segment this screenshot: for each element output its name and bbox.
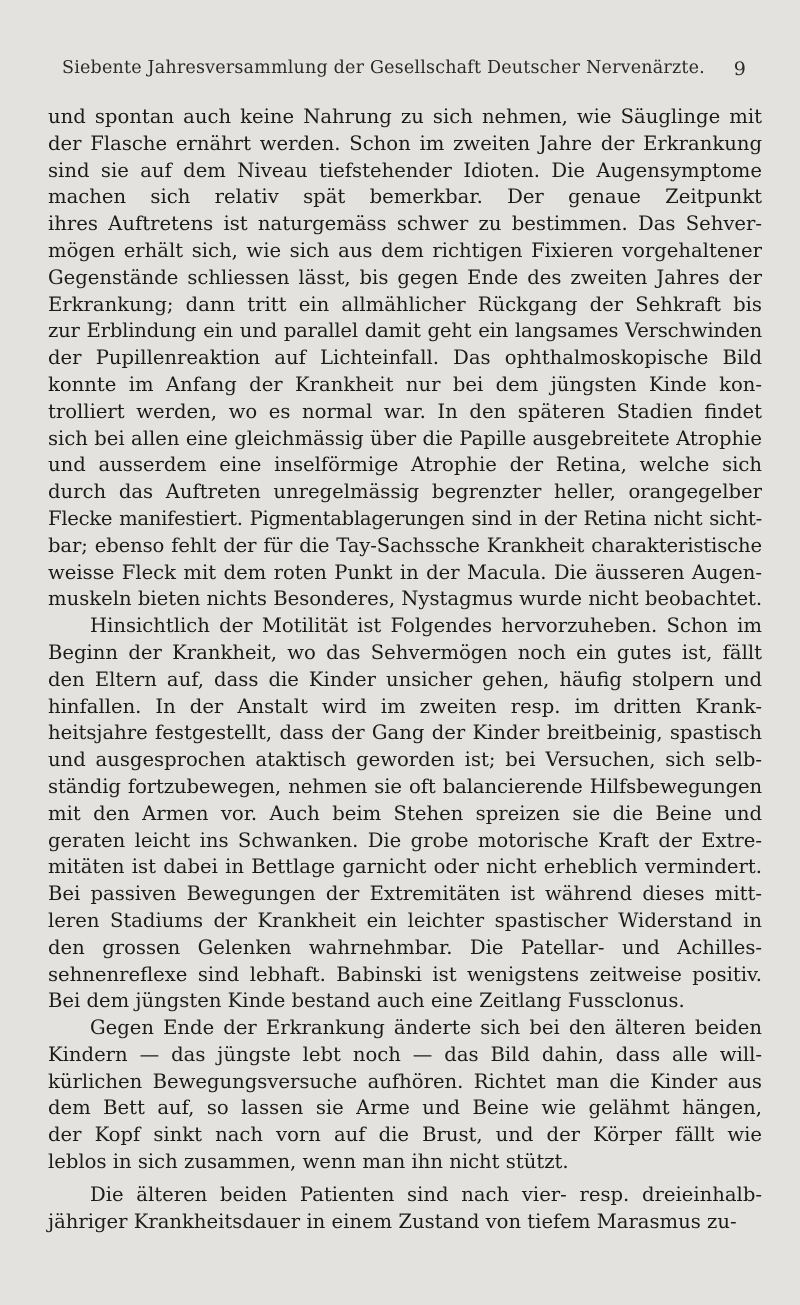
text-line: ihres Auftretens ist naturgemäss schwer zu bestimmen. Das Sehver-	[48, 212, 762, 236]
text-line: ständig fortzubewegen, nehmen sie oft balancierende Hilfsbewegungen	[48, 774, 762, 798]
text-line: mit den Armen vor. Auch beim Stehen spreizen sie die Beine und	[48, 801, 762, 825]
text-line: kürlichen Bewegungsversuche aufhören. Richtet man die Kinder aus	[48, 1069, 762, 1093]
text-line: und ausgesprochen ataktisch geworden ist; bei Versuchen, sich selb-	[48, 748, 762, 772]
paragraph	[48, 104, 762, 613]
text-line: dem Bett auf, so lassen sie Arme und Beine wie gelähmt hängen,	[48, 1096, 762, 1120]
text-line: Die älteren beiden Patienten sind nach vier- resp. dreieinhalb-	[90, 1182, 762, 1206]
running-title: Siebente Jahresversammlung der Gesellschaft Deutscher Nervenärzte.	[62, 58, 705, 78]
text-line: konnte im Anfang der Krankheit nur bei dem jüngsten Kinde kon-	[48, 372, 762, 396]
text-line: sich bei allen eine gleichmässig über die Papille ausgebreitete Atrophie	[48, 426, 762, 450]
text-line: mögen erhält sich, wie sich aus dem richtigen Fixieren vorgehaltener	[48, 238, 762, 262]
text-line: Gegen Ende der Erkrankung änderte sich bei den älteren beiden	[90, 1016, 762, 1040]
text-line: durch das Auftreten unregelmässig begrenzter heller, orangegelber	[48, 480, 762, 504]
text-line: hinfallen. In der Anstalt wird im zweiten resp. im dritten Krank-	[48, 694, 762, 718]
text-line: leblos in sich zusammen, wenn man ihn nicht stützt.	[48, 1150, 569, 1174]
text-line: jähriger Krankheitsdauer in einem Zustand von tiefem Marasmus zu-	[48, 1209, 737, 1233]
text-line: Bei passiven Bewegungen der Extremitäten ist während dieses mitt-	[48, 882, 762, 906]
text-line: der Kopf sinkt nach vorn auf die Brust, und der Körper fällt wie	[48, 1123, 762, 1147]
paragraph	[48, 1015, 762, 1176]
text-line: zur Erblindung ein und parallel damit geht ein langsames Verschwinden	[48, 319, 762, 343]
text-line: Bei dem jüngsten Kinde bestand auch eine Zeitlang Fussclonus.	[48, 989, 685, 1013]
text-line: Beginn der Krankheit, wo das Sehvermögen noch ein gutes ist, fällt	[48, 640, 762, 664]
text-line: der Flasche ernährt werden. Schon im zweiten Jahre der Erkrankung	[48, 131, 762, 155]
text-line: Hinsichtlich der Motilität ist Folgendes hervorzuheben. Schon im	[90, 614, 762, 638]
text-line: Gegenstände schliessen lässt, bis gegen Ende des zweiten Jahres der	[48, 265, 762, 289]
text-line: muskeln bieten nichts Besonderes, Nystagmus wurde nicht beobachtet.	[48, 587, 763, 611]
text-line: heitsjahre festgestellt, dass der Gang der Kinder breitbeinig, spastisch	[48, 721, 762, 745]
text-line: den grossen Gelenken wahrnehmbar. Die Patellar- und Achilles-	[48, 935, 762, 959]
text-line: sind sie auf dem Niveau tiefstehender Idioten. Die Augensymptome	[48, 158, 762, 182]
text-line: und spontan auch keine Nahrung zu sich nehmen, wie Säuglinge mit	[48, 105, 762, 128]
page-number: 9	[733, 58, 746, 80]
text-line: leren Stadiums der Krankheit ein leichter spastischer Widerstand in	[48, 908, 762, 932]
text-line: der Pupillenreaktion auf Lichteinfall. Das ophthalmoskopische Bild	[48, 346, 762, 370]
text-line: Kindern — das jüngste lebt noch — das Bild dahin, dass alle will-	[48, 1042, 762, 1066]
text-line: mitäten ist dabei in Bettlage garnicht oder nicht erheblich vermindert.	[48, 855, 762, 879]
text-line: den Eltern auf, dass die Kinder unsicher gehen, häufig stolpern und	[48, 667, 762, 691]
text-line: geraten leicht ins Schwanken. Die grobe motorische Kraft der Extre-	[48, 828, 762, 852]
text-line: weisse Fleck mit dem roten Punkt in der Macula. Die äusseren Augen-	[48, 560, 762, 584]
text-line: machen sich relativ spät bemerkbar. Der genaue Zeitpunkt	[48, 185, 762, 209]
text-line: trolliert werden, wo es normal war. In den späteren Stadien findet	[48, 399, 762, 423]
text-line: bar; ebenso fehlt der für die Tay-Sachssche Krankheit charakteristische	[48, 533, 762, 557]
running-header	[62, 58, 748, 78]
body-text	[48, 104, 762, 1235]
text-line: Erkrankung; dann tritt ein allmählicher Rückgang der Sehkraft bis	[48, 292, 762, 316]
text-line: Flecke manifestiert. Pigmentablagerungen sind in der Retina nicht sicht-	[48, 506, 762, 530]
paragraph	[48, 1182, 762, 1236]
paragraph	[48, 613, 762, 1015]
text-line: und ausserdem eine inselförmige Atrophie der Retina, welche sich	[48, 453, 762, 477]
text-line: sehnenreflexe sind lebhaft. Babinski ist wenigstens zeitweise positiv.	[48, 962, 762, 986]
